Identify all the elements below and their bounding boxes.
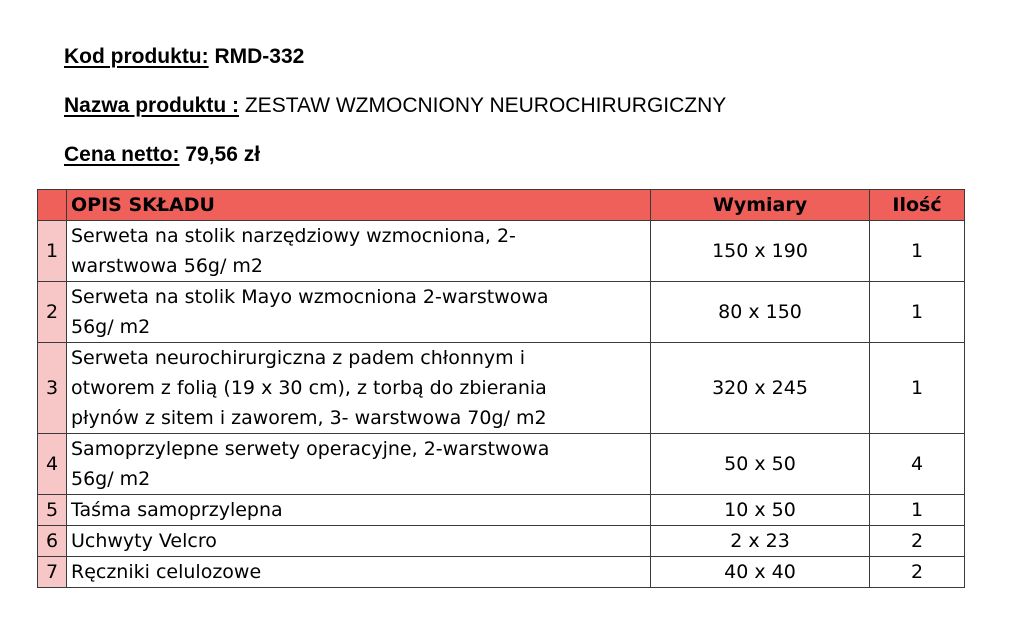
row-number: 6 xyxy=(38,526,67,557)
row-number: 7 xyxy=(38,557,67,588)
row-description xyxy=(67,434,651,495)
row-description-line: Ręczniki celulozowe xyxy=(71,561,262,583)
row-dimensions: 2 x 23 xyxy=(651,526,870,557)
row-description xyxy=(67,557,651,588)
row-dimensions: 50 x 50 xyxy=(651,434,870,495)
row-description-line: 56g/ m2 xyxy=(71,468,151,490)
table-row xyxy=(38,434,965,495)
table-row xyxy=(38,221,965,282)
row-quantity: 4 xyxy=(870,434,965,495)
product-code-value: RMD-332 xyxy=(214,45,305,68)
product-name-value: ZESTAW WZMOCNIONY NEUROCHIRURGICZNY xyxy=(244,94,727,117)
row-description-line: otworem z folią (19 x 30 cm), z torbą do zbierania xyxy=(71,377,547,399)
header-quantity: Ilość xyxy=(870,190,965,221)
product-code-label: Kod produktu: xyxy=(64,45,209,68)
row-number: 1 xyxy=(38,221,67,282)
row-description-line: Serweta na stolik Mayo wzmocniona 2-warstwowa xyxy=(71,286,549,308)
product-price-label: Cena netto: xyxy=(64,143,180,166)
row-description xyxy=(67,282,651,343)
product-name-label: Nazwa produktu : xyxy=(64,94,240,117)
row-description-line: Samoprzylepne serwety operacyjne, 2-warstwowa xyxy=(71,438,550,460)
row-description xyxy=(67,526,651,557)
row-quantity: 1 xyxy=(870,221,965,282)
row-quantity: 1 xyxy=(870,495,965,526)
header-description: OPIS SKŁADU xyxy=(67,190,651,221)
table-row xyxy=(38,557,965,588)
row-description-line: Taśma samoprzylepna xyxy=(71,499,283,521)
row-quantity: 1 xyxy=(870,343,965,434)
row-dimensions: 40 x 40 xyxy=(651,557,870,588)
row-number: 4 xyxy=(38,434,67,495)
row-quantity: 2 xyxy=(870,557,965,588)
product-price-value: 79,56 zł xyxy=(185,143,261,166)
header-dimensions: Wymiary xyxy=(651,190,870,221)
product-name-line xyxy=(64,93,726,119)
row-description-line: Serweta na stolik narzędziowy wzmocniona, 2- xyxy=(71,225,516,247)
row-number: 2 xyxy=(38,282,67,343)
table-header-row xyxy=(38,190,965,221)
row-dimensions: 320 x 245 xyxy=(651,343,870,434)
row-quantity: 2 xyxy=(870,526,965,557)
table-row xyxy=(38,343,965,434)
header-number xyxy=(38,190,67,221)
row-dimensions: 150 x 190 xyxy=(651,221,870,282)
product-code-line xyxy=(64,44,304,70)
table-row xyxy=(38,526,965,557)
table-row xyxy=(38,495,965,526)
composition-table xyxy=(37,189,965,588)
row-description-line: płynów z sitem i zaworem, 3- warstwowa 70g/ m2 xyxy=(71,407,547,429)
table-body xyxy=(38,221,965,588)
row-quantity: 1 xyxy=(870,282,965,343)
product-price-line xyxy=(64,142,260,168)
row-description-line: Uchwyty Velcro xyxy=(71,530,217,552)
row-dimensions: 10 x 50 xyxy=(651,495,870,526)
row-description xyxy=(67,221,651,282)
row-description-line: 56g/ m2 xyxy=(71,316,151,338)
row-number: 3 xyxy=(38,343,67,434)
row-description xyxy=(67,495,651,526)
row-description-line: warstwowa 56g/ m2 xyxy=(71,255,264,277)
row-description-line: Serweta neurochirurgiczna z padem chłonnym i xyxy=(71,347,525,369)
table-row xyxy=(38,282,965,343)
row-description xyxy=(67,343,651,434)
row-number: 5 xyxy=(38,495,67,526)
row-dimensions: 80 x 150 xyxy=(651,282,870,343)
